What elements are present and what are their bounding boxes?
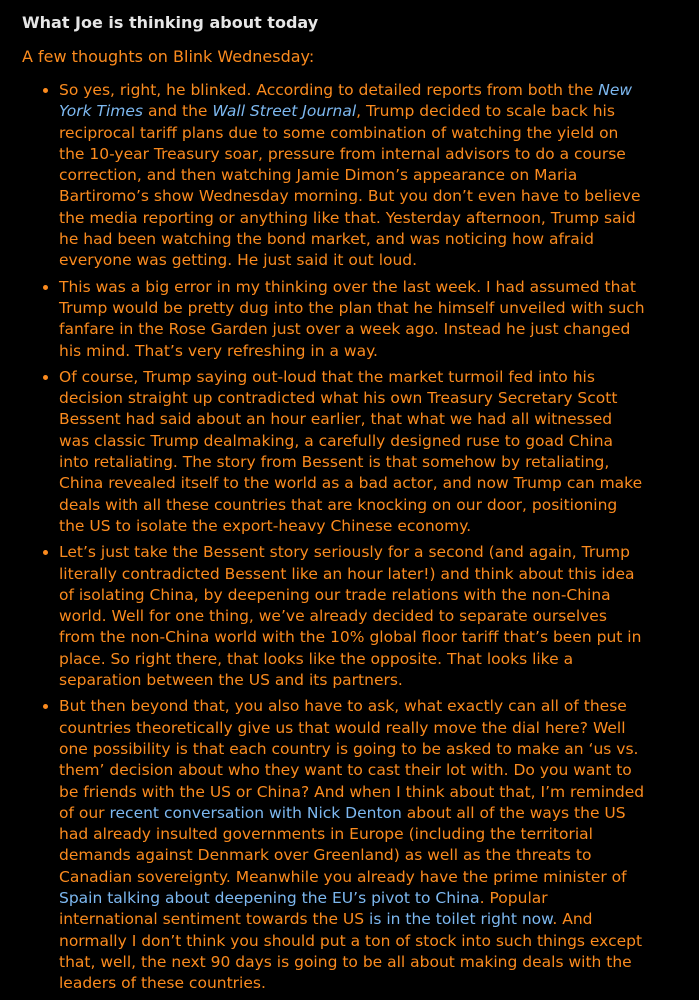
list-item <box>59 696 645 994</box>
bullet-text: . Popular international sentiment towards the US <box>59 888 548 929</box>
page-title: What Joe is thinking about today <box>22 13 319 32</box>
bullet-text: , Trump decided to scale back his reciprocal tariff plans due to some combination of watching the yield on the 10-year Treasury soar, pressure from internal advisors to do a course correction, and then watching Jamie Dimon’s appearance on Maria Bartiromo’s show Wednesday morning. But you don’t even have to believe the media reporting or anything like that. Yesterday afternoon, Trump said he had been watching the bond market, and was noticing how afraid everyone was getting. He just said it out loud. <box>59 102 641 270</box>
bullet-text: Of course, Trump saying out-loud that the market turmoil fed into his decision straight up contradicted what his own Treasury Secretary Scott Bessent had said about an hour earlier, that what we had all witnessed was classic Trump dealmaking, a carefully designed ruse to goad China into retaliating. The story from Bessent is that somehow by retaliating, China revealed itself to the world as a bad actor, and now Trump can make deals with all these countries that are knocking on our door, positioning the US to isolate the export-heavy Chinese economy. <box>59 367 643 535</box>
wall-street-journal-link[interactable]: Wall Street Journal <box>212 102 357 121</box>
sentiment-toilet-link[interactable]: is in the toilet right now <box>369 910 553 929</box>
bullet-text: Let’s just take the Bessent story seriously for a second (and again, Trump literally contradicted Bessent like an hour later!) and think about this idea of isolating China, by deepening our trade relations with the non-China world. Well for one thing, we’ve already decided to separate ourselves from the non-China world with the 10% global floor tariff that’s been put in place. So right there, that looks like the opposite. That looks like a separation between the US and its partners. <box>59 543 642 690</box>
bullet-text: about all of the ways the US had already insulted governments in Europe (including the territorial demands against Denmark over Greenland) as well as the threats to Canadian sovereignty. Meanwhile you already have the prime minister of <box>59 803 627 886</box>
bullet-text: But then beyond that, you also have to ask, what exactly can all of these countries theoretically give us that would really move the dial here? Well one possibility is that each country is going to be asked to make an ‘us vs. them’ decision about who they want to cast their lot with. Do you want to be friends with the US or China? And when I think about that, I’m reminded of our <box>59 697 645 822</box>
spain-eu-china-link[interactable]: Spain talking about deepening the EU’s pivot to China <box>59 888 480 907</box>
list-item <box>59 277 645 362</box>
list-item <box>59 542 645 691</box>
intro-text: A few thoughts on Blink Wednesday: <box>22 47 315 66</box>
list-item <box>59 367 645 537</box>
bullet-text: and the <box>143 102 213 121</box>
nick-denton-conversation-link[interactable]: recent conversation with Nick Denton <box>109 803 402 822</box>
new-york-times-link[interactable]: New York Times <box>59 81 633 121</box>
list-item <box>59 80 645 272</box>
bullet-text: This was a big error in my thinking over the last week. I had assumed that Trump would be pretty dug into the plan that he himself unveiled with such fanfare in the Rose Garden just over a week ago. Instead he just changed his mind. That’s very refreshing in a way. <box>59 277 645 360</box>
bullet-text: So yes, right, he blinked. According to detailed reports from both the <box>59 81 599 99</box>
bullet-text: . And normally I don’t think you should put a ton of stock into such things except that, well, the next 90 days is going to be all about making deals with the leaders of these countries. <box>59 910 643 993</box>
thoughts-list <box>40 80 645 999</box>
